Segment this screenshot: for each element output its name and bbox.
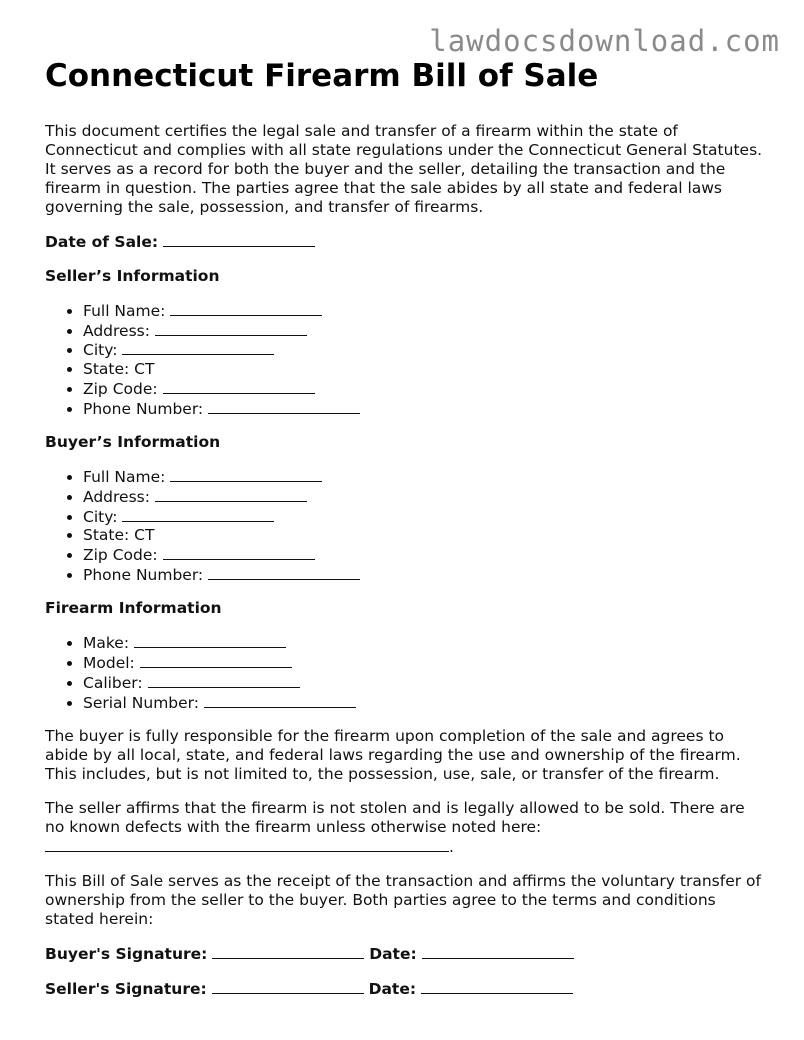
firearm-make-blank[interactable]	[134, 633, 286, 648]
seller-date-label: Date:	[368, 980, 417, 999]
buyer-signature-line	[45, 944, 765, 964]
buyer-zip-item	[83, 545, 765, 565]
seller-city-label: City:	[83, 341, 118, 360]
seller-full-name-label: Full Name:	[83, 302, 166, 320]
seller-phone-item	[83, 399, 765, 419]
seller-date-blank[interactable]	[421, 979, 573, 994]
buyer-full-name-label: Full Name:	[83, 468, 166, 487]
seller-zip-blank[interactable]	[163, 379, 315, 394]
affirmation-paragraph: The seller affirms that the firearm is not stolen and is legally allowed to be sold. There are no known defects with the firearm unless otherwise noted here: .	[45, 799, 745, 857]
date-of-sale-line	[45, 232, 765, 252]
buyer-city-label: City:	[83, 507, 118, 526]
buyer-phone-item	[83, 565, 765, 585]
buyer-state-item	[83, 526, 765, 545]
seller-address-item	[83, 321, 765, 341]
firearm-serial-blank[interactable]	[204, 693, 356, 708]
seller-heading: Seller’s Information	[45, 267, 220, 285]
seller-city-blank[interactable]	[122, 340, 274, 355]
buyer-signature-blank[interactable]	[212, 944, 364, 959]
seller-zip-item	[83, 379, 765, 399]
seller-signature-label: Seller's Signature:	[45, 980, 207, 999]
buyer-zip-blank[interactable]	[163, 545, 315, 560]
buyer-address-label: Address:	[83, 487, 150, 506]
document-page	[45, 56, 765, 1014]
affirmation-text: The seller affirms that the firearm is not stolen and is legally allowed to be sold. There are no known defects with the firearm unless otherwise noted here:	[45, 799, 745, 837]
buyer-full-name-item	[83, 467, 765, 487]
intro-paragraph: This document certifies the legal sale and transfer of a firearm within the state of Connecticut and complies with all state regulations under the Connecticut General Statutes. It serves as a record for both the buyer and the seller, detailing the transaction and the firearm in question. The parties agree that the sale abides by all state and federal laws governing the sale, possession, and transfer of firearms.	[45, 122, 763, 216]
page-title: Connecticut Firearm Bill of Sale	[45, 58, 599, 94]
buyer-phone-label: Phone Number:	[83, 565, 204, 584]
firearm-make-label: Make:	[83, 634, 130, 653]
receipt-paragraph: This Bill of Sale serves as the receipt of the transaction and affirms the voluntary transfer of ownership from the seller to the buyer. Both parties agree to the terms and conditions stated herein:	[45, 872, 761, 929]
buyer-heading: Buyer’s Information	[45, 433, 221, 452]
seller-full-name-blank[interactable]	[170, 301, 322, 316]
seller-address-blank[interactable]	[155, 321, 307, 336]
firearm-caliber-item	[83, 673, 765, 693]
date-of-sale-blank[interactable]	[163, 232, 315, 247]
buyer-phone-blank[interactable]	[208, 565, 360, 580]
firearm-list	[45, 633, 765, 712]
firearm-model-item	[83, 653, 765, 673]
firearm-make-item	[83, 633, 765, 653]
buyer-date-blank[interactable]	[422, 944, 574, 959]
firearm-heading: Firearm Information	[45, 599, 222, 618]
buyer-signature-label: Buyer's Signature:	[45, 945, 208, 964]
buyer-list	[45, 467, 765, 584]
buyer-full-name-blank[interactable]	[170, 467, 322, 482]
buyer-date-label: Date:	[369, 945, 417, 964]
buyer-address-blank[interactable]	[155, 487, 307, 502]
firearm-model-label: Model:	[83, 654, 135, 673]
firearm-caliber-blank[interactable]	[148, 673, 300, 688]
firearm-caliber-label: Caliber:	[83, 673, 143, 692]
seller-list	[45, 301, 765, 418]
responsibility-paragraph: The buyer is fully responsible for the firearm upon completion of the sale and agrees to abide by all local, state, and federal laws regarding the use and ownership of the firearm. This includes, but is not limited to, the possession, use, sale, or transfer of the firearm.	[45, 727, 741, 784]
seller-signature-blank[interactable]	[212, 979, 364, 994]
buyer-state-label: State: CT	[83, 526, 155, 545]
buyer-city-blank[interactable]	[122, 507, 274, 522]
seller-signature-line	[45, 979, 765, 999]
seller-state-label: State: CT	[83, 360, 155, 379]
firearm-serial-item	[83, 693, 765, 713]
seller-phone-blank[interactable]	[208, 399, 360, 414]
seller-state-item	[83, 360, 765, 379]
seller-zip-label: Zip Code:	[83, 379, 158, 398]
buyer-zip-label: Zip Code:	[83, 546, 158, 565]
firearm-serial-label: Serial Number:	[83, 693, 200, 712]
firearm-model-blank[interactable]	[140, 653, 292, 668]
seller-address-label: Address:	[83, 321, 150, 340]
seller-phone-label: Phone Number:	[83, 399, 204, 418]
watermark: lawdocsdownload.com	[429, 24, 780, 58]
defects-blank[interactable]	[45, 837, 449, 852]
seller-full-name-item	[83, 301, 765, 321]
buyer-city-item	[83, 507, 765, 527]
buyer-address-item	[83, 487, 765, 507]
seller-city-item	[83, 340, 765, 360]
date-of-sale-label: Date of Sale:	[45, 233, 159, 251]
